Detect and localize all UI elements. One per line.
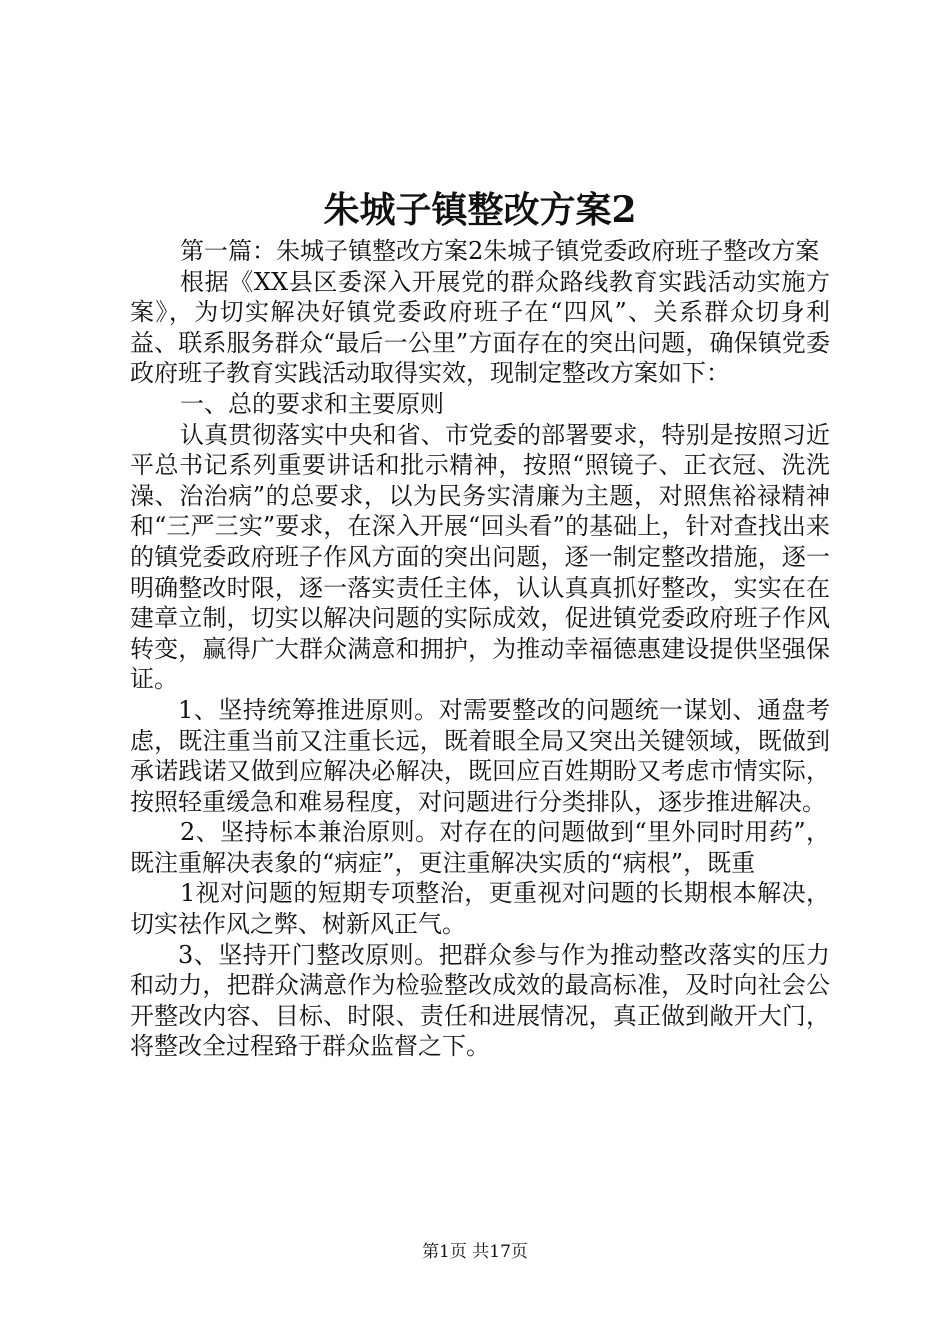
document-body — [130, 236, 830, 1062]
paragraph-requirements: 认真贯彻落实中央和省、市党委的部署要求，特别是按照习近平总书记系列重要讲话和批示精神，按照“照镜子、正衣冠、洗洗澡、治治病”的总要求，以为民务实清廉为主题，对照焦裕禄精神和“三严三实”要求，在深入开展“回头看”的基础上，针对查找出来的镇党委政府班子作风方面的突出问题，逐一制定整改措施，逐一明确整改时限，逐一落实责任主体，认认真真抓好整改，实实在在建章立制，切实以解决问题的实际成效，促进镇党委政府班子作风转变，赢得广大群众满意和拥护，为推动幸福德惠建设提供坚强保证。 — [130, 420, 830, 694]
paragraph-principle-3: 3、坚持开门整改原则。把群众参与作为推动整改落实的压力和动力，把群众满意作为检验整改成效的最高标准，及时向社会公开整改内容、目标、时限、责任和进展情况，真正做到敞开大门，将整改全过程臵于群众监督之下。 — [130, 940, 830, 1061]
paragraph-intro: 第一篇：朱城子镇整改方案2朱城子镇党委政府班子整改方案 — [180, 237, 820, 265]
paragraph-principle-2: 2、坚持标本兼治原则。对存在的问题做到“里外同时用药”，既注重解决表象的“病症”，更注重解决实质的“病根”，既重 — [130, 818, 830, 877]
paragraph-principle-1: 1、坚持统筹推进原则。对需要整改的问题统一谋划、通盘考虑，既注重当前又注重长远，既着眼全局又突出关键领域，既做到承诺践诺又做到应解决必解决，既回应百姓期盼又考虑市情实际，按照轻重缓急和难易程度，对问题进行分类排队，逐步推进解决。 — [130, 695, 830, 816]
page-footer: 第1页 共17页 — [422, 1242, 528, 1262]
paragraph-principle-2-cont: 1视对问题的短期专项整治，更重视对问题的长期根本解决，切实祛作风之弊、树新风正气。 — [130, 879, 830, 939]
document-title: 朱城子镇整改方案2 — [323, 189, 637, 231]
paragraph-basis: 根据《XX县区委深入开展党的群众路线教育实践活动实施方案》，为切实解决好镇党委政府班子在“四风”、关系群众切身利益、联系服务群众“最后一公里”方面存在的突出问题，确保镇党委政府班子教育实践活动取得实效，现制定整改方案如下： — [130, 267, 830, 388]
section-heading: 一、总的要求和主要原则 — [180, 389, 444, 418]
